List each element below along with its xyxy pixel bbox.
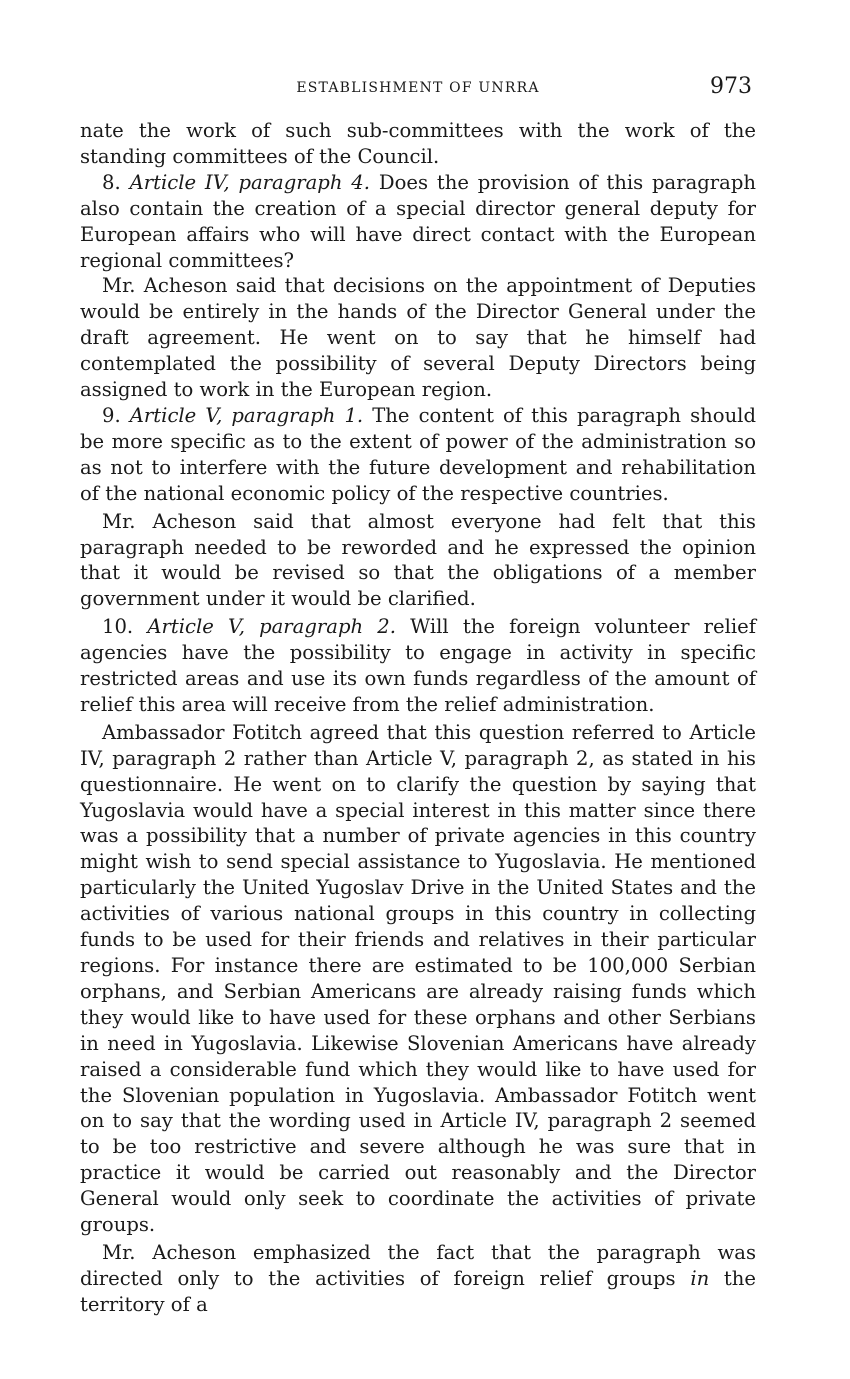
running-head <box>80 74 756 104</box>
response-paragraph <box>80 1240 756 1318</box>
paragraph-text: Mr. Acheson said that decisions on the appointment of Deputies would be entirely in the hands of the Director General under the draft agreement. He went on to say that he himself had contemplated the possibility of several Deputy Directors being assigned to work in the European region. <box>80 274 756 402</box>
question-10 <box>80 614 756 718</box>
question-reference: Article V, paragraph 2. <box>147 615 396 639</box>
question-reference: Article V, paragraph 1. <box>129 403 364 427</box>
paragraph-text: nate the work of such sub-committees with the work of the standing committees of the Council. <box>80 119 756 168</box>
question-number: 10. <box>102 615 134 639</box>
body-text <box>80 118 756 1318</box>
response-paragraph <box>80 273 756 403</box>
paragraph-text-before: Mr. Acheson emphasized the fact that the paragraph was directed only to the activities of foreign relief groups <box>80 1240 756 1290</box>
question-number: 8. <box>102 170 121 194</box>
response-paragraph <box>80 720 756 1238</box>
question-text: The content of this paragraph should be more specific as to the extent of power of the administration so as not to interfere with the future development and rehabilitation of the national economic policy of the respective countries. <box>80 403 756 505</box>
question-9 <box>80 403 756 507</box>
page-number: 973 <box>710 74 752 99</box>
emphasized-word: in <box>690 1266 710 1290</box>
paragraph-text: Mr. Acheson said that almost everyone had felt that this paragraph needed to be reworded and he expressed the opinion that it would be revised so that the obligations of a member government under it would be clarified. <box>80 509 756 611</box>
question-text: Will the foreign volunteer relief agencies have the possibility to engage in activity in specific restricted areas and use its own funds regardless of the amount of relief this area will receive from the relief administration. <box>80 615 756 716</box>
question-number: 9. <box>102 403 121 427</box>
paragraph-text: Ambassador Fotitch agreed that this question referred to Article IV, paragraph 2 rather than Article V, paragraph 2, as stated in his questionnaire. He went on to clarify the question by saying that Yugoslavia would have a special interest in this matter since there was a possibility that a number of private agencies in this country might wish to send special assistance to Yugoslavia. He mentioned particularly the United Yugoslav Drive in the United States and the activities of various national groups in this country in collecting funds to be used for their friends and relatives in their particular regions. For instance there are estimated to be 100,000 Serbian orphans, and Serbian Americans are already raising funds which they would like to have used for these orphans and other Serbians in need in Yugoslavia. Likewise Slovenian Americans have already raised a considerable fund which they would like to have used for the Slovenian population in Yugoslavia. Ambassador Fotitch went on to say that the wording used in Article IV, paragraph 2 seemed to be too restrictive and severe although he was sure that in practice it would be carried out reasonably and the Director General would only seek to coordinate the activities of private groups. <box>80 720 756 1237</box>
running-title: ESTABLISHMENT OF UNRRA <box>296 80 540 96</box>
response-paragraph <box>80 509 756 613</box>
question-reference: Article IV, paragraph 4. <box>129 170 371 194</box>
paragraph-text-after: the territory of a <box>80 1266 757 1316</box>
question-text: Does the provision of this paragraph also contain the creation of a special director general deputy for European affairs who will have direct contact with the European regional committees? <box>80 170 757 272</box>
paragraph-continuation <box>80 118 756 170</box>
question-8 <box>80 170 756 274</box>
